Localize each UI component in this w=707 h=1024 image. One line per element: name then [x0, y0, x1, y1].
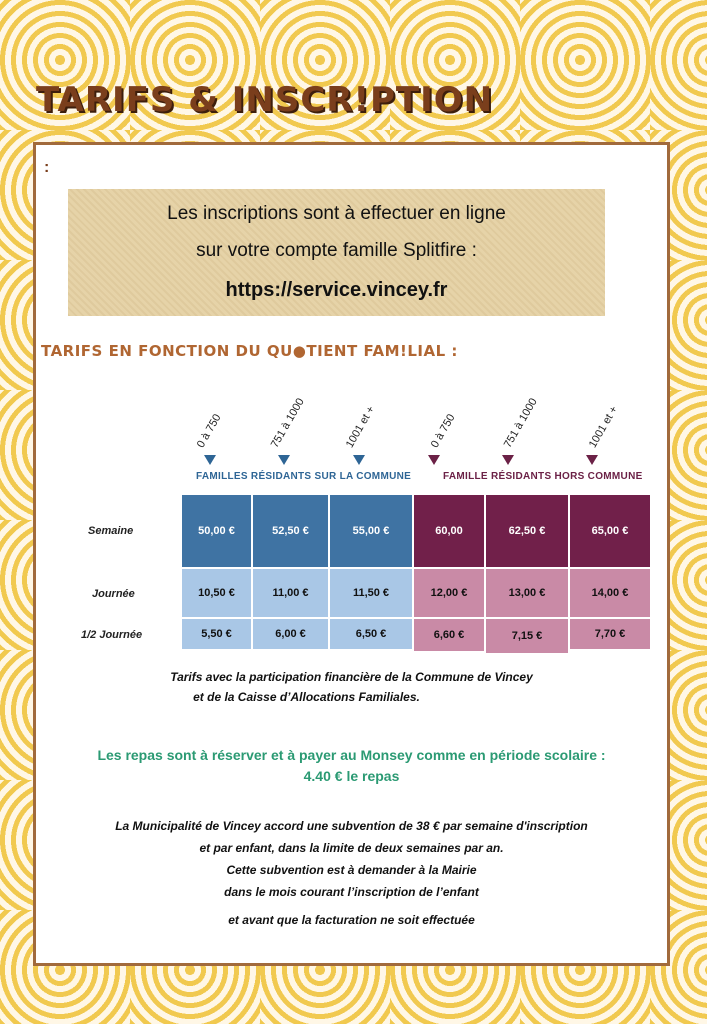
- funding-note-line-1: Tarifs avec la participation financière de la Commune de Vincey: [170, 670, 533, 684]
- price-cell: 12,00 €: [414, 569, 484, 617]
- subvention-line-5: et avant que la facturation ne soit effectuée: [228, 913, 475, 927]
- banner-line-1: Les inscriptions sont à effectuer en ligne: [167, 203, 506, 224]
- range-label-nonresident-3: 1001 et +: [586, 404, 621, 450]
- range-label-nonresident-1: 0 à 750: [428, 412, 458, 450]
- price-cell: 14,00 €: [570, 569, 650, 617]
- registration-banner: [68, 189, 605, 316]
- meals-info: [36, 745, 667, 787]
- price-cell: 7,70 €: [570, 619, 650, 649]
- content-panel: [33, 142, 670, 966]
- meals-price: 4.40 € le repas: [303, 768, 400, 784]
- price-cell: 6,50 €: [330, 619, 412, 649]
- range-label-resident-1: 0 à 750: [194, 412, 224, 450]
- price-cell: 13,00 €: [486, 569, 568, 617]
- meals-line-1: Les repas sont à réserver et à payer au Monsey comme en période scolaire :: [97, 747, 606, 763]
- price-cell: 10,50 €: [182, 569, 251, 617]
- price-cell: 62,50 €: [486, 495, 568, 567]
- intro-colon: :: [44, 159, 50, 176]
- price-cell: 11,50 €: [330, 569, 412, 617]
- price-cell: 55,00 €: [330, 495, 412, 567]
- price-cell: 50,00 €: [182, 495, 251, 567]
- price-cell: 11,00 €: [253, 569, 328, 617]
- arrow-down-icon: [428, 455, 440, 465]
- subvention-line-2: et par enfant, dans la limite de deux semaines par an.: [199, 841, 504, 855]
- price-cell: 6,00 €: [253, 619, 328, 649]
- price-cell: 65,00 €: [570, 495, 650, 567]
- price-cell: 6,60 €: [414, 619, 484, 651]
- tarifs-section-title: TARIFS EN FONCTION DU QU●TIENT FAM!LIAL :: [41, 342, 458, 360]
- banner-line-2: sur votre compte famille Splitfire :: [196, 240, 477, 261]
- arrow-down-icon: [586, 455, 598, 465]
- banner-url-link[interactable]: https://service.vincey.fr: [225, 279, 448, 301]
- arrow-down-icon: [502, 455, 514, 465]
- funding-note-line-2: et de la Caisse d’Allocations Familiales.: [193, 690, 420, 704]
- subvention-line-3: Cette subvention est à demander à la Mairie: [226, 863, 477, 877]
- price-cell: 5,50 €: [182, 619, 251, 649]
- price-cell: 60,00: [414, 495, 484, 567]
- subvention-line-4: dans le mois courant l’inscription de l’enfant: [224, 885, 479, 899]
- arrow-down-icon: [278, 455, 290, 465]
- subvention-info: [36, 815, 667, 931]
- funding-note: [36, 667, 667, 707]
- page-title: TARIFS & INSCR!PTION: [36, 80, 494, 120]
- group-label-residents: FAMILLES RÉSIDANTS SUR LA COMMUNE: [196, 471, 412, 482]
- range-label-resident-3: 1001 et +: [343, 404, 378, 450]
- row-label-demi-journee: 1/2 Journée: [81, 629, 143, 641]
- range-label-nonresident-2: 751 à 1000: [501, 396, 540, 450]
- row-label-journee: Journée: [92, 588, 135, 600]
- arrow-down-icon: [353, 455, 365, 465]
- arrow-down-icon: [204, 455, 216, 465]
- subvention-line-1: La Municipalité de Vincey accord une subvention de 38 € par semaine d'inscription: [115, 819, 588, 833]
- row-label-semaine: Semaine: [88, 525, 134, 537]
- group-label-non-residents: FAMILLE RÉSIDANTS HORS COMMUNE: [443, 471, 643, 482]
- range-label-resident-2: 751 à 1000: [268, 396, 307, 450]
- price-cell: 7,15 €: [486, 619, 568, 653]
- price-cell: 52,50 €: [253, 495, 328, 567]
